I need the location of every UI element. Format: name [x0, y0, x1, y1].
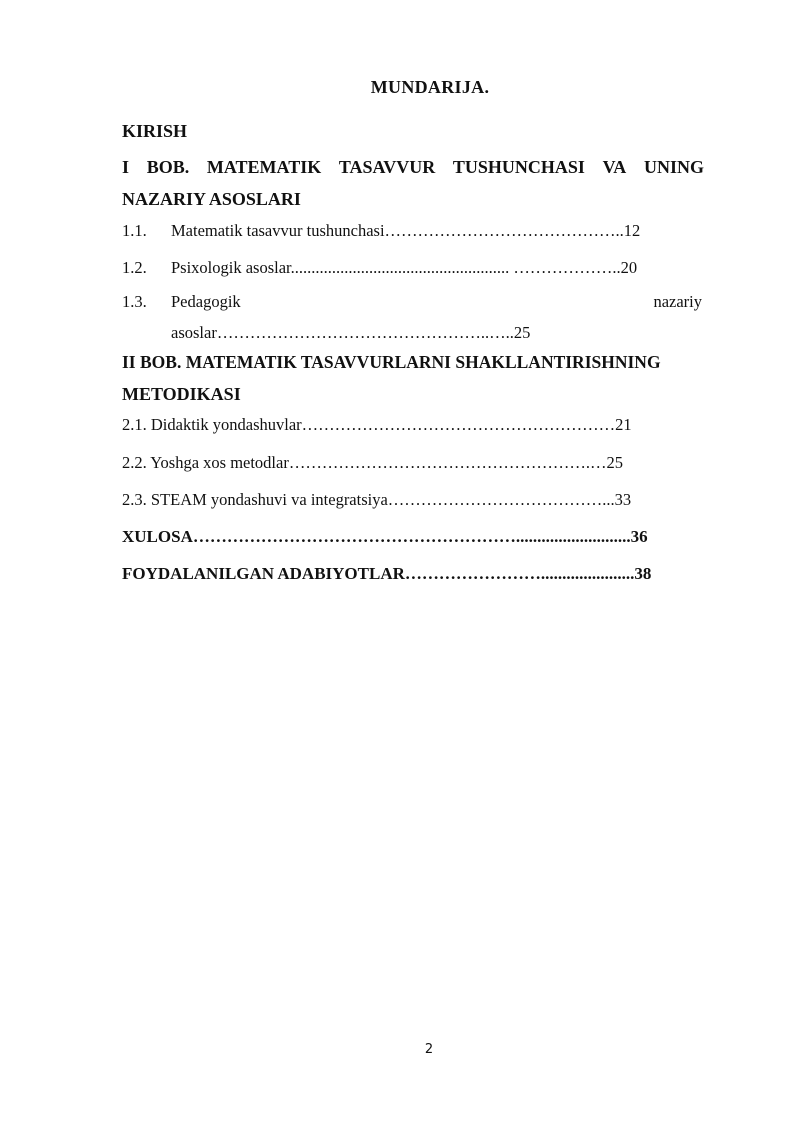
page-title: MUNDARIJA. [370, 77, 490, 97]
toc-item-1-1 [122, 220, 702, 242]
toc-item-2-1: 2.1. Didaktik yondashuvlar…………………………………………………21 [122, 415, 632, 434]
chapter1-word: TASAVVUR [338, 157, 436, 177]
toc-item-2-2: 2.2. Yoshga xos metodlar……………………………………………….…25 [122, 453, 623, 472]
chapter2-heading-line2: METODIKASI [122, 384, 241, 404]
toc-item-1-2 [122, 257, 702, 279]
chapter1-word: I [122, 157, 130, 177]
toc-item-text-right: nazariy [653, 292, 702, 311]
chapter1-heading-line1 [122, 156, 704, 178]
toc-item-number: 1.3. [122, 292, 147, 311]
page-number: 2 [424, 1042, 434, 1057]
chapter1-word: BOB. [146, 157, 190, 177]
chapter1-heading-line2: NAZARIY ASOSLARI [122, 189, 301, 209]
toc-item-text-left: Pedagogik [171, 292, 241, 311]
toc-item-1-3-continuation: asoslar…………………………………………..…..25 [171, 323, 531, 342]
toc-kirish: KIRISH [122, 121, 188, 141]
toc-item-1-3 [122, 291, 702, 313]
chapter1-word: UNING [643, 157, 704, 177]
chapter1-heading [122, 156, 704, 178]
toc-item-number: 1.1. [122, 221, 147, 240]
toc-item-text: Matematik tasavvur tushunchasi……………………………………..12 [171, 221, 641, 240]
chapter1-word: MATEMATIK [206, 157, 322, 177]
toc-item-2-3: 2.3. STEAM yondashuvi va integratsiya…………………………………...33 [122, 490, 632, 509]
chapter1-word: VA [602, 157, 627, 177]
toc-adabiyotlar: FOYDALANILGAN ADABIYOTLAR……………………......................38 [122, 564, 652, 583]
chapter2-heading-line1: II BOB. MATEMATIK TASAVVURLARNI SHAKLLANTIRISHNING [122, 352, 661, 372]
toc-item-number: 1.2. [122, 258, 147, 277]
toc-xulosa: XULOSA…………………………………………………...........................36 [122, 527, 648, 546]
toc-item-text: Psixologik asoslar..................................................... ………………..20 [171, 258, 638, 277]
chapter1-word: TUSHUNCHASI [452, 157, 585, 177]
